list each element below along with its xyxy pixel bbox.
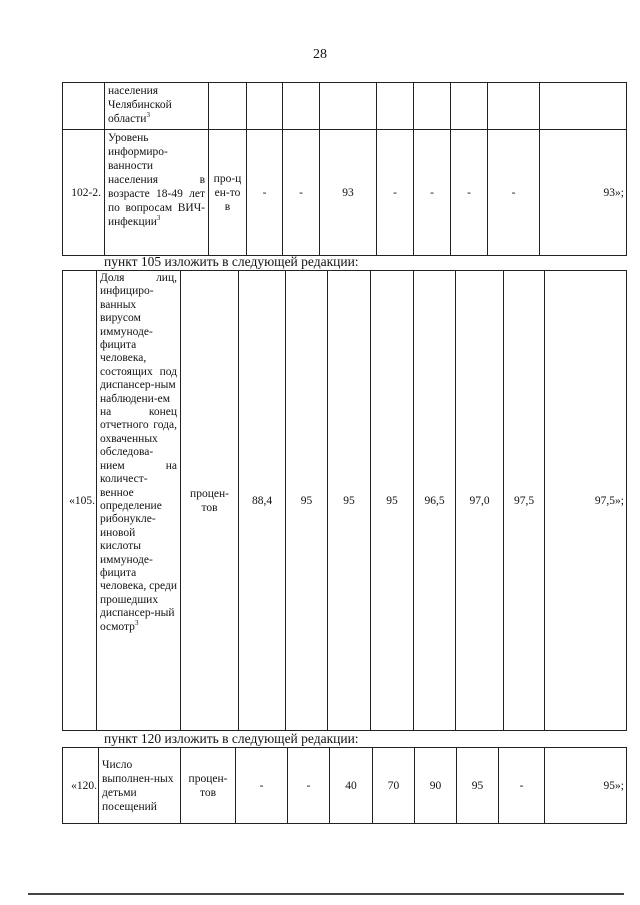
- instruction-105: пункт 105 изложить в следующей редакции:: [104, 254, 359, 269]
- value-cell: [283, 83, 320, 130]
- indicator-name: Доля лиц, инфициро-ванных вирусом иммуноде-фицита человека, состоящих под диспансер-ным наблюдени-ем на конец отчетного года, охваченных обследова-нием на количест-венное определение рибонукле-иновой кислоты иммуноде-фицита человека, среди прошедших диспансер-ный осмотр: [100, 272, 177, 633]
- value: 97,0: [456, 271, 504, 731]
- indicator-name-cell: [97, 271, 181, 731]
- value-cell: [247, 83, 283, 130]
- row-number: «120.: [63, 748, 99, 824]
- row-number: «105.: [63, 271, 97, 731]
- value: 95: [328, 271, 371, 731]
- value: 70: [373, 748, 415, 824]
- unit: процен-тов: [181, 271, 239, 731]
- value: -: [247, 130, 283, 256]
- value: 96,5: [414, 271, 456, 731]
- unit: про-цен-тов: [209, 130, 247, 256]
- value: -: [499, 748, 545, 824]
- indicator-name: Число выполнен-ных детьми посещений: [102, 758, 174, 813]
- row-number: 102-2.: [63, 130, 105, 256]
- value-cell: [320, 83, 377, 130]
- indicator-table-105: [62, 270, 627, 731]
- unit: процен-тов: [181, 748, 236, 824]
- value-cell: [377, 83, 414, 130]
- footnote-mark: 3: [146, 111, 150, 120]
- value: 40: [330, 748, 373, 824]
- value: 95: [371, 271, 414, 731]
- value-cell: [540, 83, 627, 130]
- value: 97,5: [504, 271, 545, 731]
- value: 95: [286, 271, 328, 731]
- value-cell: [414, 83, 451, 130]
- value: -: [488, 130, 540, 256]
- value: 95: [457, 748, 499, 824]
- value: 97,5»;: [545, 271, 627, 731]
- value-cell: [488, 83, 540, 130]
- value: 90: [415, 748, 457, 824]
- unit-cell: [209, 83, 247, 130]
- footnote-mark: 3: [156, 214, 161, 223]
- indicator-name-cell: [105, 130, 209, 256]
- indicator-table-top: [62, 82, 627, 256]
- page-bottom-line: [28, 893, 624, 895]
- value: 93»;: [540, 130, 627, 256]
- indicator-name: населения Челябинской области: [108, 85, 172, 125]
- value: 95»;: [545, 748, 627, 824]
- footnote-mark: 3: [134, 618, 139, 627]
- value: -: [377, 130, 414, 256]
- value: -: [414, 130, 451, 256]
- row-number-cell: [63, 83, 105, 130]
- value: -: [283, 130, 320, 256]
- indicator-table-120: [62, 747, 627, 824]
- value: -: [288, 748, 330, 824]
- page-number: 28: [313, 47, 327, 62]
- value: -: [451, 130, 488, 256]
- value: -: [236, 748, 288, 824]
- value: 88,4: [239, 271, 286, 731]
- value-cell: [451, 83, 488, 130]
- table-row: [63, 130, 627, 256]
- indicator-name: Уровень информиро-ванности населения в возрасте 18-49 лет по вопросам ВИЧ-инфекции: [108, 132, 205, 228]
- table-row: [63, 83, 627, 130]
- indicator-name-cell: [99, 748, 181, 824]
- table-row: [63, 271, 627, 731]
- indicator-name-cell: [105, 83, 209, 130]
- instruction-120: пункт 120 изложить в следующей редакции:: [104, 731, 359, 746]
- value: 93: [320, 130, 377, 256]
- table-row: [63, 748, 627, 824]
